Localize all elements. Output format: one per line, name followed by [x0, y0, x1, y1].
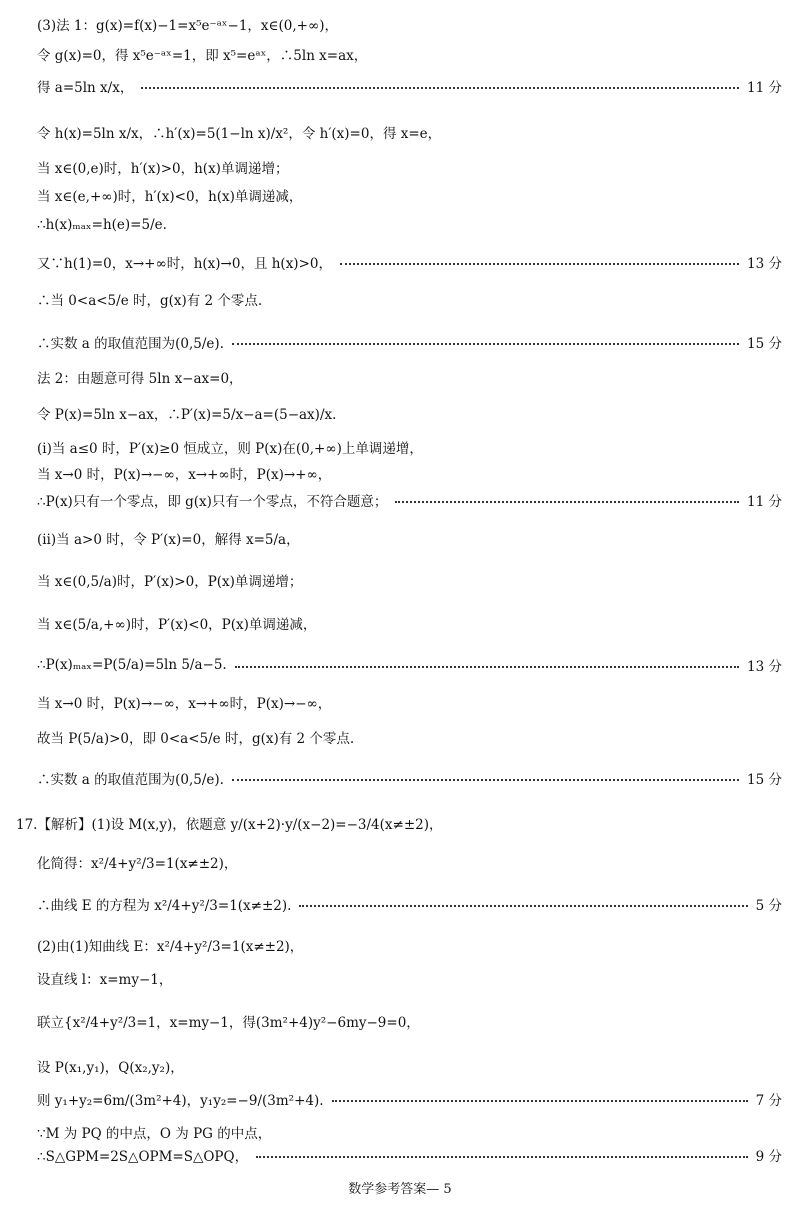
solution-line [37, 894, 782, 914]
leader-dots [141, 87, 739, 89]
solution-line [37, 613, 782, 633]
line-text: 当 x→0 时，P(x)→−∞，x→+∞时，P(x)→−∞， [37, 696, 332, 712]
solution-line [37, 289, 782, 309]
solution-line [37, 157, 782, 177]
score-label: 11 分 [747, 494, 782, 510]
solution-line [37, 570, 782, 590]
score-label: 15 分 [747, 336, 782, 352]
leader-dots [232, 779, 739, 781]
line-text: ∴h(x)ₘₐₓ=h(e)=5/e. [37, 217, 167, 233]
solution-line [37, 1145, 782, 1165]
solution-line [37, 1011, 782, 1031]
solution-line [37, 852, 782, 872]
score-label: 15 分 [747, 772, 782, 788]
solution-line [37, 332, 782, 352]
solution-line [37, 403, 782, 423]
line-text: 17.【解析】(1)设 M(x,y)，依题意 y/(x+2)·y/(x−2)=−3/4(x≠±2)， [16, 817, 443, 833]
leader-dots [332, 1100, 748, 1102]
line-text: 令 P(x)=5ln x−ax，∴P′(x)=5/x−a=(5−ax)/x. [37, 407, 337, 423]
solution-line [37, 935, 782, 955]
score-label: 11 分 [747, 80, 782, 96]
solution-line [37, 122, 782, 142]
line-text: 得 a=5ln x/x， [37, 80, 134, 96]
leader-dots [299, 905, 747, 907]
solution-line [37, 528, 782, 548]
line-text: 故当 P(5/a)>0，即 0<a<5/e 时，g(x)有 2 个零点. [37, 731, 355, 747]
solution-line [37, 252, 782, 272]
line-text: 设 P(x₁,y₁)，Q(x₂,y₂)， [37, 1060, 184, 1076]
line-text: ∴P(x)只有一个零点，即 g(x)只有一个零点，不符合题意； [37, 494, 388, 510]
leader-dots [235, 666, 739, 668]
solution-line [37, 14, 782, 34]
score-label: 9 分 [755, 1149, 782, 1165]
leader-dots [232, 343, 739, 345]
score-label: 5 分 [755, 898, 782, 914]
line-text: (2)由(1)知曲线 E：x²/4+y²/3=1(x≠±2)， [37, 939, 304, 955]
leader-dots [340, 263, 739, 265]
solution-line [37, 727, 782, 747]
solution-line [37, 217, 782, 233]
line-text: (3)法 1：g(x)=f(x)−1=x⁵e⁻ᵃˣ−1，x∈(0,+∞)， [37, 18, 339, 34]
line-text: (ⅱ)当 a>0 时，令 P′(x)=0，解得 x=5/a， [37, 532, 300, 548]
line-text: 又∵h(1)=0，x→+∞时，h(x)→0，且 h(x)>0， [37, 256, 332, 272]
line-text: 当 x∈(0,5/a)时，P′(x)>0，P(x)单调递增； [37, 574, 303, 590]
line-text: 法 2：由题意可得 5ln x−ax=0， [37, 371, 243, 387]
line-text: ∴当 0<a<5/e 时，g(x)有 2 个零点. [37, 293, 263, 309]
line-text: 当 x∈(0,e)时，h′(x)>0，h(x)单调递增； [37, 161, 289, 177]
line-text: 令 g(x)=0，得 x⁵e⁻ᵃˣ=1，即 x⁵=eᵃˣ，∴5ln x=ax， [37, 48, 368, 64]
solution-line [37, 1122, 782, 1142]
line-text: ∴P(x)ₘₐₓ=P(5/a)=5ln 5/a−5. [37, 657, 227, 673]
line-text: 联立{x²/4+y²/3=1，x=my−1，得(3m²+4)y²−6my−9=0， [37, 1015, 420, 1031]
line-text: 则 y₁+y₂=6m/(3m²+4)，y₁y₂=−9/(3m²+4). [37, 1093, 324, 1109]
score-label: 13 分 [747, 256, 782, 272]
line-text: 当 x∈(5/a,+∞)时，P′(x)<0，P(x)单调递减， [37, 617, 317, 633]
line-text: 化简得：x²/4+y²/3=1(x≠±2)， [37, 856, 238, 872]
line-text: 令 h(x)=5ln x/x，∴h′(x)=5(1−ln x)/x²，令 h′(x)=0，得 x=e， [37, 126, 442, 142]
solution-line [37, 185, 782, 205]
line-text: ∴S△GPM=2S△OPM=S△OPQ， [37, 1149, 249, 1165]
line-text: ∴曲线 E 的方程为 x²/4+y²/3=1(x≠±2). [37, 898, 292, 914]
solution-line [37, 655, 782, 675]
score-label: 7 分 [755, 1093, 782, 1109]
line-text: 当 x∈(e,+∞)时，h′(x)<0，h(x)单调递减， [37, 189, 303, 205]
solution-line [37, 968, 782, 988]
solution-line [37, 44, 782, 64]
line-text: ∴实数 a 的取值范围为(0,5/e). [37, 772, 224, 788]
solution-line [37, 437, 782, 457]
solution-line [37, 76, 782, 96]
leader-dots [395, 501, 739, 503]
leader-dots [256, 1156, 748, 1158]
solution-line [37, 463, 782, 483]
solution-line [37, 692, 782, 712]
solution-line [37, 367, 782, 387]
problem-heading-line [16, 813, 782, 833]
page-footer: 数学参考答案— 5 [348, 1182, 452, 1197]
solution-line [37, 1056, 782, 1076]
line-text: ∵M 为 PQ 的中点，O 为 PG 的中点， [37, 1126, 272, 1142]
solution-line [37, 768, 782, 788]
line-text: ∴实数 a 的取值范围为(0,5/e). [37, 336, 224, 352]
solution-line [37, 490, 782, 510]
solution-line [37, 1089, 782, 1109]
score-label: 13 分 [747, 659, 782, 675]
line-text: 当 x→0 时，P(x)→−∞，x→+∞时，P(x)→+∞， [37, 467, 332, 483]
line-text: 设直线 l：x=my−1， [37, 972, 173, 988]
line-text: (ⅰ)当 a≤0 时，P′(x)≥0 恒成立，则 P(x)在(0,+∞)上单调递增， [37, 441, 423, 457]
